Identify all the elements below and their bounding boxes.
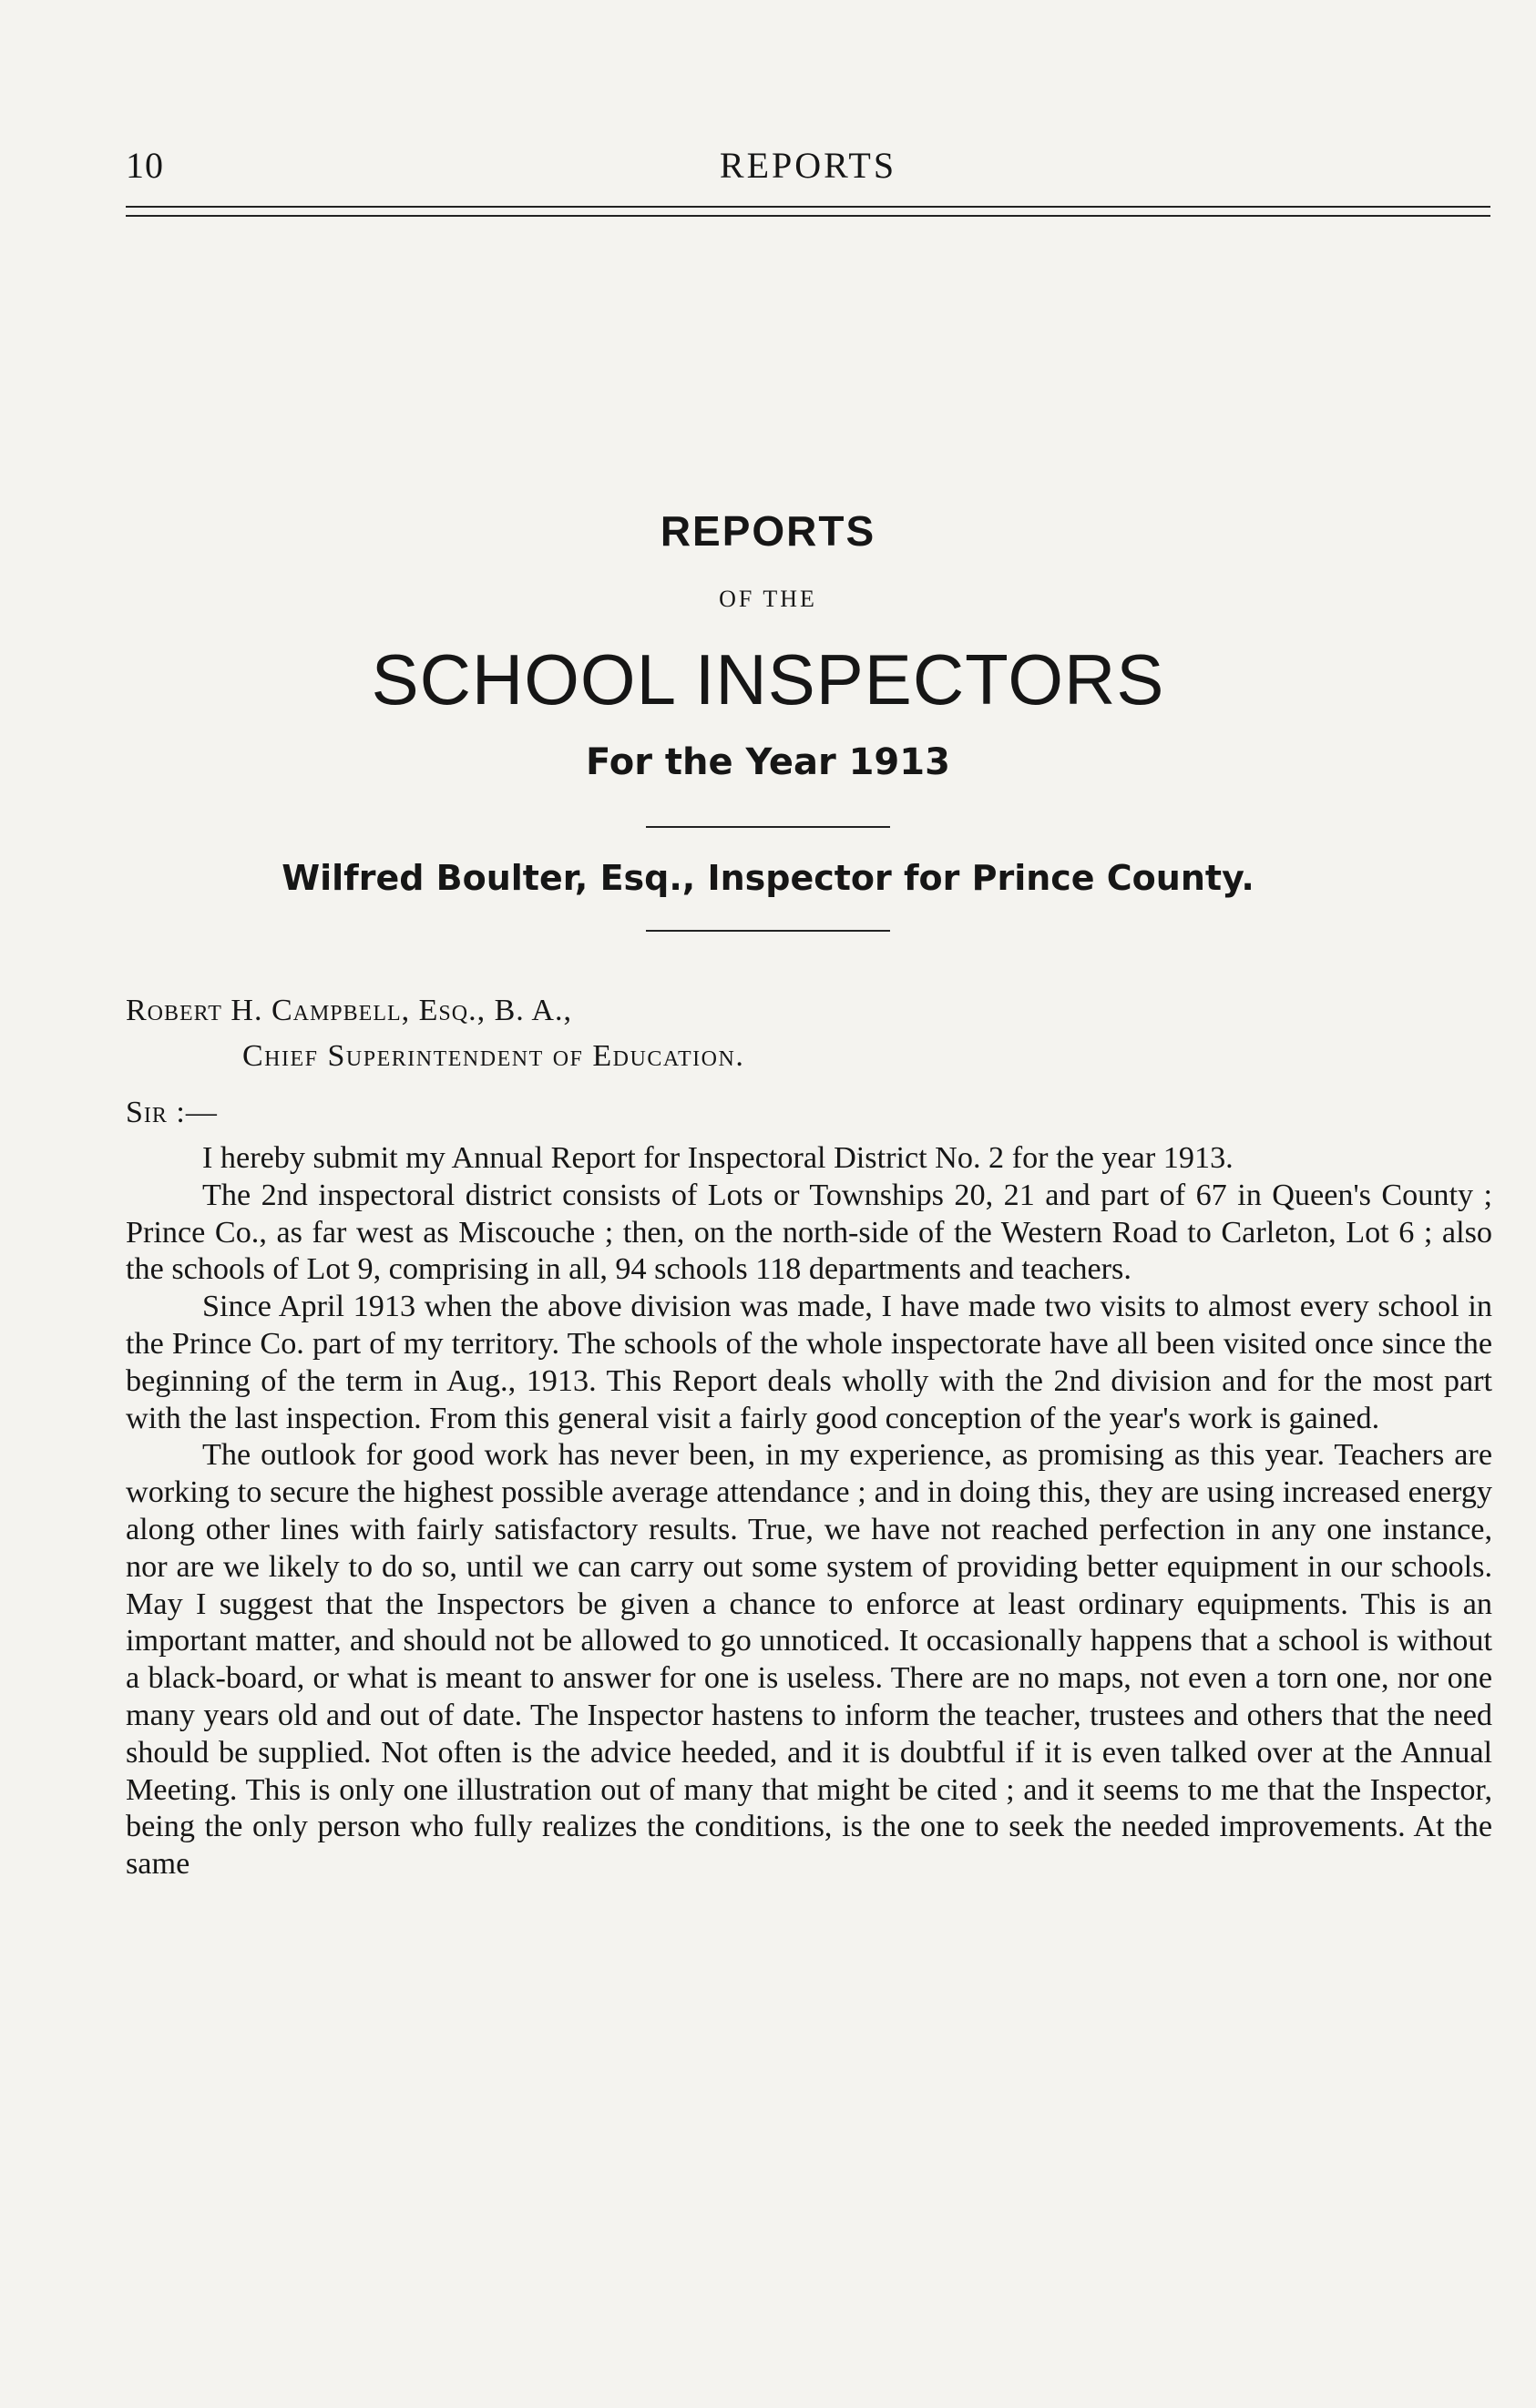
salutation: Sir :—: [126, 1096, 218, 1129]
paragraph: The outlook for good work has never been, in my experience, as promising as this year. Teachers are working to secure the highest possible average attendance ; and in doing this, they are using increased energy along other lines with fairly satisfactory results. True, we have not reached perfection in any one instance, nor are we likely to do so, until we can carry out some system of providing better equipment in our schools. May I suggest that the Inspectors be given a chance to enforce at least ordinary equipments. This is an important matter, and should not be allowed to go unnoticed. It occasionally happens that a school is without a black-board, or what is meant to answer for one is useless. There are no maps, not even a torn one, nor one many years old and out of date. The Inspector hastens to inform the teacher, trustees and others that the need should be supplied. Not often is the advice heeded, and it is doubtful if it is even talked over at the Annual Meeting. This is only one illustration out of many that might be cited ; and it seems to me that the Inspector, being the only person who fully realizes the conditions, is the one to seek the needed improvements. At the same: [126, 1438, 1492, 1882]
paragraph: I hereby submit my Annual Report for Inspectoral District No. 2 for the year 1913.: [202, 1141, 1234, 1175]
recipient-title: Chief Superintendent of Education.: [242, 1039, 745, 1073]
running-head: [126, 144, 1490, 199]
report-body: [126, 1140, 1492, 1883]
title-rule: [646, 826, 890, 828]
reports-heading: REPORTS: [660, 507, 876, 555]
running-title: REPORTS: [719, 145, 897, 186]
paragraph: The 2nd inspectoral district consists of Lots or Townships 20, 21 and part of 67 in Queen's County ; Prince Co., as far west as Miscouche ; then, on the north-side of the Western Road to Carleton, Lot 6 ; also the schools of Lot 9, comprising in all, 94 schools 118 departments and teachers.: [126, 1178, 1492, 1287]
paragraph: Since April 1913 when the above division was made, I have made two visits to almost every school in the Prince Co. part of my territory. The schools of the whole inspectorate have all been visited once since the beginning of the term in Aug., 1913. This Report deals wholly with the 2nd division and for the most part with the last inspection. From this general visit a fairly good conception of the year's work is gained.: [126, 1290, 1492, 1435]
header-double-rule: [126, 206, 1490, 217]
page-number: 10: [126, 145, 164, 186]
year-line: For the Year 1913: [586, 741, 950, 783]
title-block: [0, 505, 1536, 932]
recipient-name: Robert H. Campbell, Esq., B. A.,: [126, 994, 572, 1027]
school-inspectors-title: SCHOOL INSPECTORS: [371, 639, 1165, 719]
of-the-subheading: OF THE: [719, 586, 817, 612]
inspector-rule: [646, 930, 890, 932]
inspector-line: Wilfred Boulter, Esq., Inspector for Prince County.: [282, 858, 1254, 898]
